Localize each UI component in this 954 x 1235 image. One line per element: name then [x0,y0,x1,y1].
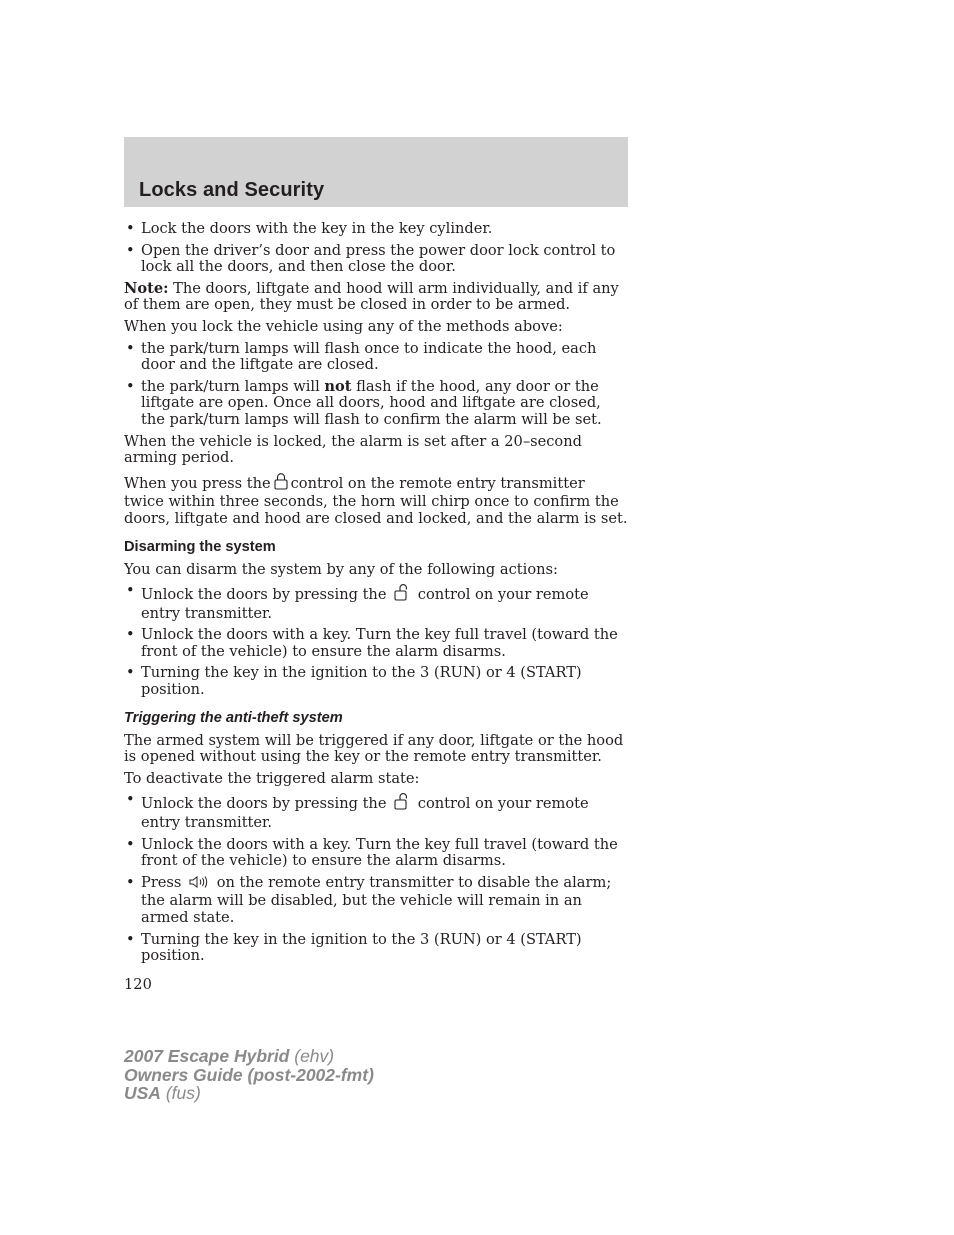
list-item [124,583,628,622]
disarming-intro: You can disarm the system by any of the following actions: [124,560,558,578]
list-item: • Turning the key in the ignition to the 3 (RUN) or 4 (START) position. [124,665,628,698]
text-run: Owners Guide (post-2002-fmt) [124,1064,374,1085]
list-item: • Lock the doors with the key in the key cylinder. [124,221,628,238]
page-number: 120 [124,975,152,993]
list-item [124,875,628,927]
footer-line-model [124,1047,374,1066]
lock-steps-list [124,221,628,276]
section-header-band [124,137,628,207]
text-run: (ehv) [289,1046,335,1066]
text-run: control on the remote entry transmitter twice within three seconds, the horn will chirp once to confirm the doors, liftgate and hood are closed and locked, and the alarm is set. [124,474,628,527]
text-run: Unlock the doors by pressing the [141,795,387,813]
text-run: Unlock the doors by pressing the [141,586,387,604]
lamp-behavior-list [124,341,628,429]
text-run: Press [141,873,182,891]
arming-period-paragraph: When the vehicle is locked, the alarm is set after a 20–second arming period. [124,432,582,467]
document-footer [124,1047,374,1103]
footer-line-market [124,1084,374,1103]
note-text: The doors, liftgate and hood will arm individually, and if any of them are open, they must be closed in order to be armed. [124,279,619,314]
press-lock-paragraph [124,472,628,528]
list-item: • Open the driver’s door and press the power door lock control to lock all the doors, and then close the door. [124,243,628,276]
list-item [124,379,628,429]
unlock-icon [393,792,411,815]
lock-icon [273,472,289,495]
text-run: the park/turn lamps will [141,377,325,395]
note-label: Note: [124,279,169,297]
triggering-heading: Triggering the anti-theft system [124,709,343,726]
text-run: control on your remote entry transmitter. [141,795,589,832]
list-item [124,792,628,831]
text-run: When you press the [124,474,271,492]
footer-line-guide [124,1066,374,1085]
list-item: • Unlock the doors with a key. Turn the key full travel (toward the front of the vehicle) to ensure the alarm disarms. [124,627,628,660]
note-paragraph [124,281,628,314]
list-item: • Unlock the doors with a key. Turn the key full travel (toward the front of the vehicle) to ensure the alarm disarms. [124,837,628,870]
text-run: USA [124,1083,161,1103]
unlock-icon [393,583,411,606]
text-run: (fus) [160,1083,201,1103]
list-item: • Turning the key in the ignition to the 3 (RUN) or 4 (START) position. [124,932,628,965]
disarming-list [124,583,628,699]
lock-methods-intro: When you lock the vehicle using any of the methods above: [124,317,563,335]
deactivate-list [124,792,628,964]
section-title: Locks and Security [139,179,325,201]
deactivate-intro: To deactivate the triggered alarm state: [124,769,420,787]
text-run: 2007 Escape Hybrid [124,1046,290,1066]
panic-horn-icon [188,875,210,894]
page-content [124,221,628,993]
emphasis-not: not [324,377,352,395]
text-run: on the remote entry transmitter to disable the alarm; the alarm will be disabled, but the vehicle will remain in an armed state. [141,873,612,926]
disarming-heading: Disarming the system [124,538,276,555]
text-run: flash if the hood, any door or the liftgate are open. Once all doors, hood and liftgate are closed, the park/turn lamps will flash to confirm the alarm will be set. [141,377,602,428]
text-run: control on your remote entry transmitter. [141,586,589,622]
list-item: • the park/turn lamps will flash once to indicate the hood, each door and the liftgate are closed. [124,341,628,374]
triggering-paragraph: The armed system will be triggered if any door, liftgate or the hood is opened without using the key or the remote entry transmitter. [124,731,624,766]
